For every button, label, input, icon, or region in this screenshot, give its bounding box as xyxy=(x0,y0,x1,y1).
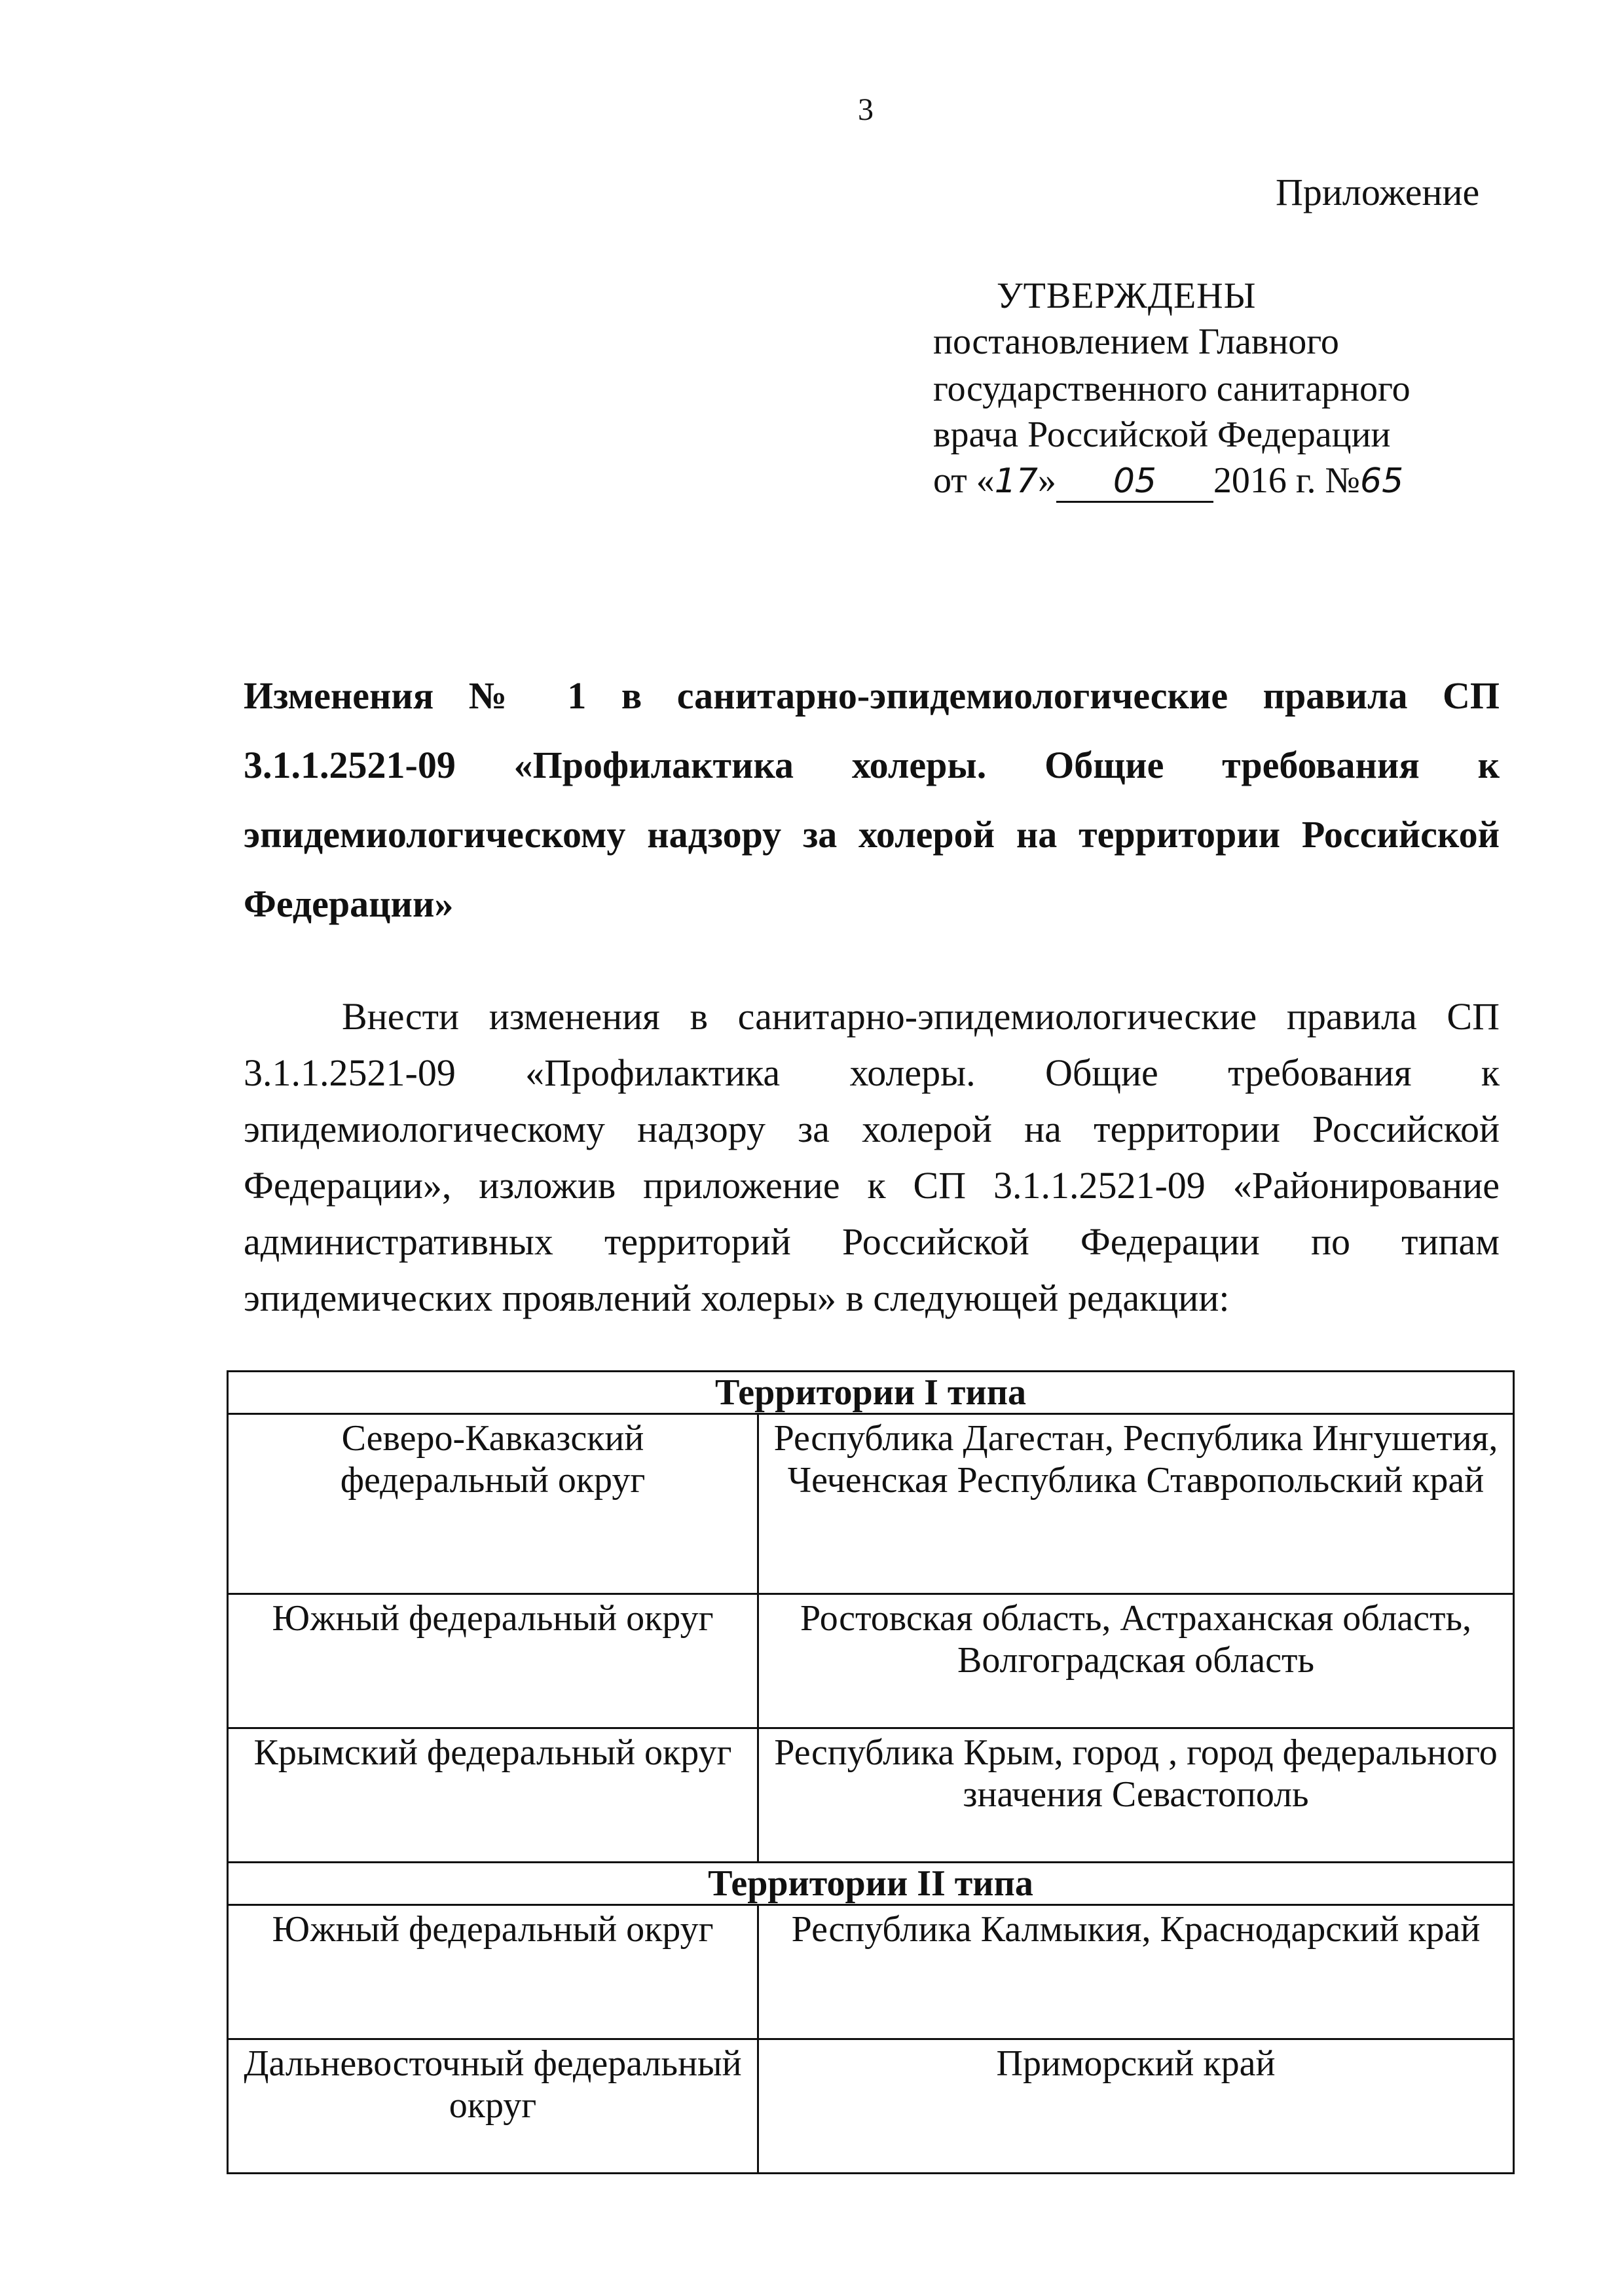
date-separator: » xyxy=(1037,460,1056,501)
section-1-heading: Территории I типа xyxy=(228,1372,1514,1414)
district-cell: Крымский федеральный округ xyxy=(228,1728,758,1863)
table-row xyxy=(228,2039,1514,2174)
date-month-handwritten: 05 xyxy=(1056,462,1213,503)
table-row xyxy=(228,1594,1514,1728)
date-number-handwritten: 65 xyxy=(1360,462,1404,501)
table-row xyxy=(228,1728,1514,1863)
table-row xyxy=(228,1414,1514,1594)
district-cell: Северо-Кавказский федеральный округ xyxy=(228,1414,758,1594)
approval-date-line xyxy=(933,460,1403,503)
regions-cell: Республика Дагестан, Республика Ингушетия, Чеченская Республика Ставропольский край xyxy=(758,1414,1514,1594)
district-cell: Южный федеральный округ xyxy=(228,1594,758,1728)
regions-table xyxy=(227,1370,1515,2174)
district-cell: Дальневосточный федеральный округ xyxy=(228,2039,758,2174)
district-cell: Южный федеральный округ xyxy=(228,1905,758,2039)
approval-heading: УТВЕРЖДЕНЫ xyxy=(997,276,1257,316)
approval-line-2: государственного санитарного xyxy=(933,369,1411,409)
body-paragraph: Внести изменения в санитарно-эпидемиологические правила СП 3.1.1.2521-09 «Профилактика холеры. Общие требования к эпидемиологическому надзору за холерой на территории Российской Федерации», изложив приложение к СП 3.1.1.2521-09 «Районирование административных территорий Российской Федерации по типам эпидемических проявлений холеры» в следующей редакции: xyxy=(244,995,1500,1319)
regions-cell: Республика Крым, город , город федерального значения Севастополь xyxy=(758,1728,1514,1863)
table-row xyxy=(228,1905,1514,2039)
approval-line-1: постановлением Главного xyxy=(933,321,1339,362)
regions-cell: Ростовская область, Астраханская область, Волгоградская область xyxy=(758,1594,1514,1728)
table-section-header xyxy=(228,1863,1514,1905)
page-number: 3 xyxy=(858,92,874,127)
table-section-header xyxy=(228,1372,1514,1414)
appendix-label: Приложение xyxy=(1276,171,1480,213)
date-year: 2016 г. № xyxy=(1213,460,1360,501)
document-title: Изменения № 1 в санитарно-эпидемиологические правила СП 3.1.1.2521-09 «Профилактика холеры. Общие требования к эпидемиологическому надзору за холерой на территории Российской Федерации» xyxy=(244,674,1500,925)
section-2-heading: Территории II типа xyxy=(228,1863,1514,1905)
regions-cell: Приморский край xyxy=(758,2039,1514,2174)
date-prefix: от « xyxy=(933,460,995,501)
approval-line-3: врача Российской Федерации xyxy=(933,414,1391,455)
date-day-handwritten: 17 xyxy=(994,462,1038,501)
regions-cell: Республика Калмыкия, Краснодарский край xyxy=(758,1905,1514,2039)
